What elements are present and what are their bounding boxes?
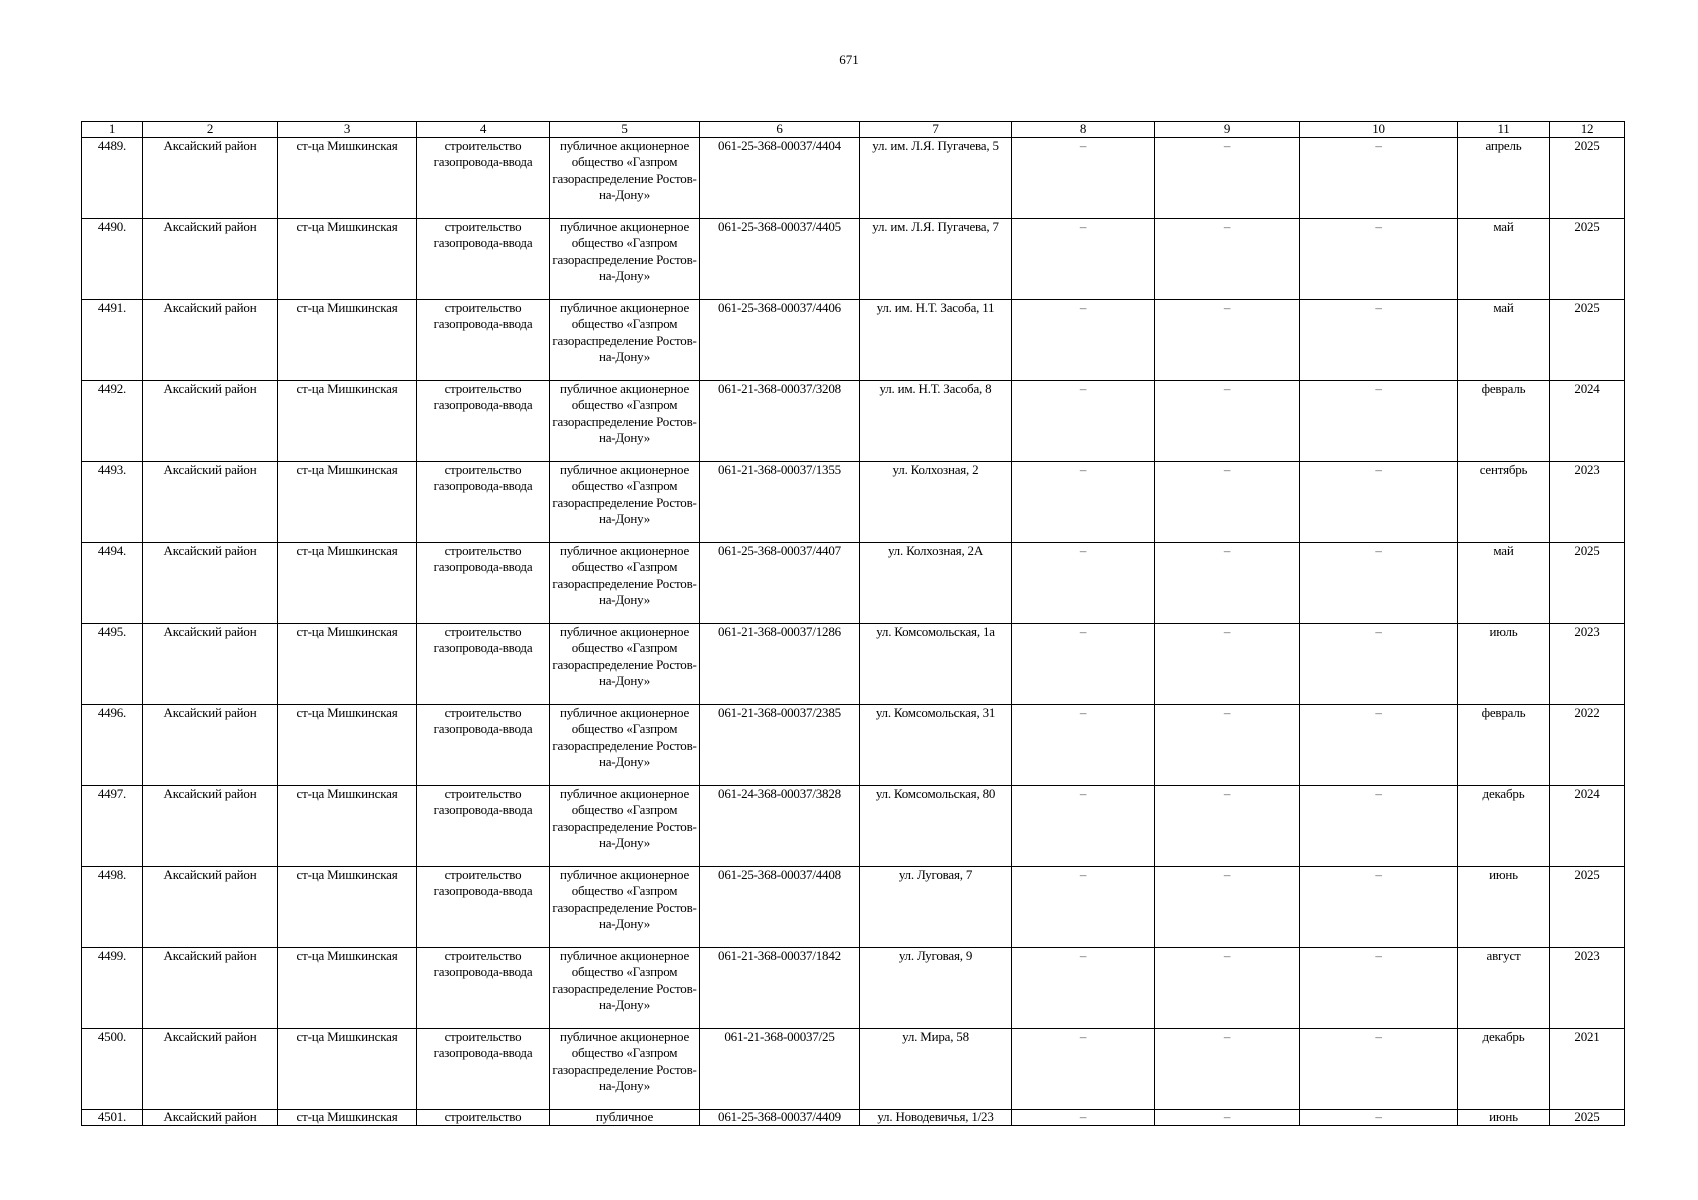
col10-cell: –: [1300, 219, 1458, 300]
year-cell: 2025: [1550, 219, 1625, 300]
col9-cell: –: [1155, 219, 1300, 300]
col8-cell: –: [1012, 462, 1155, 543]
locality-cell: ст-ца Мишкинская: [278, 300, 417, 381]
work-type-cell: строительство: [417, 1110, 550, 1126]
col8-cell: –: [1012, 705, 1155, 786]
address-cell: ул. Комсомольская, 31: [860, 705, 1012, 786]
header-row: [82, 122, 1625, 138]
organization-cell: публичное акционерное общество «Газпром газораспределение Ростов-на-Дону»: [550, 300, 700, 381]
row-number: 4489.: [82, 138, 143, 219]
column-header: 11: [1458, 122, 1550, 138]
address-cell: ул. Колхозная, 2: [860, 462, 1012, 543]
registry-code-cell: 061-24-368-00037/3828: [700, 786, 860, 867]
month-cell: декабрь: [1458, 1029, 1550, 1110]
locality-cell: ст-ца Мишкинская: [278, 624, 417, 705]
work-type-cell: строительство газопровода-ввода: [417, 867, 550, 948]
col9-cell: –: [1155, 786, 1300, 867]
address-cell: ул. им. Л.Я. Пугачева, 7: [860, 219, 1012, 300]
month-cell: май: [1458, 543, 1550, 624]
col10-cell: –: [1300, 381, 1458, 462]
month-cell: июнь: [1458, 867, 1550, 948]
col8-cell: –: [1012, 219, 1155, 300]
col10-cell: –: [1300, 1110, 1458, 1126]
column-header: 7: [860, 122, 1012, 138]
gas-pipeline-registry-table: [81, 121, 1625, 1126]
row-number: 4496.: [82, 705, 143, 786]
address-cell: ул. Луговая, 7: [860, 867, 1012, 948]
table-row: [82, 1029, 1625, 1110]
district-cell: Аксайский район: [143, 1110, 278, 1126]
col8-cell: –: [1012, 138, 1155, 219]
month-cell: апрель: [1458, 138, 1550, 219]
table-row: [82, 705, 1625, 786]
address-cell: ул. Колхозная, 2А: [860, 543, 1012, 624]
col9-cell: –: [1155, 867, 1300, 948]
work-type-cell: строительство газопровода-ввода: [417, 786, 550, 867]
col9-cell: –: [1155, 543, 1300, 624]
month-cell: август: [1458, 948, 1550, 1029]
locality-cell: ст-ца Мишкинская: [278, 867, 417, 948]
district-cell: Аксайский район: [143, 705, 278, 786]
row-number: 4500.: [82, 1029, 143, 1110]
column-header: 12: [1550, 122, 1625, 138]
organization-cell: публичное акционерное общество «Газпром газораспределение Ростов-на-Дону»: [550, 624, 700, 705]
table-row: [82, 138, 1625, 219]
row-number: 4493.: [82, 462, 143, 543]
organization-cell: публичное: [550, 1110, 700, 1126]
work-type-cell: строительство газопровода-ввода: [417, 381, 550, 462]
address-cell: ул. им. Л.Я. Пугачева, 5: [860, 138, 1012, 219]
address-cell: ул. Комсомольская, 1а: [860, 624, 1012, 705]
col8-cell: –: [1012, 1110, 1155, 1126]
row-number: 4498.: [82, 867, 143, 948]
col10-cell: –: [1300, 867, 1458, 948]
registry-code-cell: 061-25-368-00037/4404: [700, 138, 860, 219]
locality-cell: ст-ца Мишкинская: [278, 705, 417, 786]
year-cell: 2021: [1550, 1029, 1625, 1110]
year-cell: 2025: [1550, 1110, 1625, 1126]
work-type-cell: строительство газопровода-ввода: [417, 543, 550, 624]
table-row: [82, 462, 1625, 543]
column-header: 2: [143, 122, 278, 138]
district-cell: Аксайский район: [143, 300, 278, 381]
column-header: 8: [1012, 122, 1155, 138]
col8-cell: –: [1012, 300, 1155, 381]
col9-cell: –: [1155, 300, 1300, 381]
organization-cell: публичное акционерное общество «Газпром газораспределение Ростов-на-Дону»: [550, 462, 700, 543]
locality-cell: ст-ца Мишкинская: [278, 1029, 417, 1110]
year-cell: 2025: [1550, 300, 1625, 381]
work-type-cell: строительство газопровода-ввода: [417, 300, 550, 381]
table-row: [82, 219, 1625, 300]
year-cell: 2023: [1550, 624, 1625, 705]
table-row: [82, 786, 1625, 867]
locality-cell: ст-ца Мишкинская: [278, 138, 417, 219]
month-cell: февраль: [1458, 705, 1550, 786]
address-cell: ул. Комсомольская, 80: [860, 786, 1012, 867]
col10-cell: –: [1300, 705, 1458, 786]
registry-code-cell: 061-21-368-00037/1355: [700, 462, 860, 543]
registry-code-cell: 061-21-368-00037/1842: [700, 948, 860, 1029]
column-header: 10: [1300, 122, 1458, 138]
month-cell: декабрь: [1458, 786, 1550, 867]
registry-code-cell: 061-21-368-00037/3208: [700, 381, 860, 462]
table-row: [82, 543, 1625, 624]
month-cell: февраль: [1458, 381, 1550, 462]
organization-cell: публичное акционерное общество «Газпром газораспределение Ростов-на-Дону»: [550, 381, 700, 462]
year-cell: 2022: [1550, 705, 1625, 786]
district-cell: Аксайский район: [143, 867, 278, 948]
row-number: 4490.: [82, 219, 143, 300]
col10-cell: –: [1300, 624, 1458, 705]
registry-code-cell: 061-25-368-00037/4406: [700, 300, 860, 381]
address-cell: ул. Мира, 58: [860, 1029, 1012, 1110]
col9-cell: –: [1155, 624, 1300, 705]
month-cell: июль: [1458, 624, 1550, 705]
locality-cell: ст-ца Мишкинская: [278, 219, 417, 300]
locality-cell: ст-ца Мишкинская: [278, 462, 417, 543]
address-cell: ул. Луговая, 9: [860, 948, 1012, 1029]
year-cell: 2023: [1550, 948, 1625, 1029]
work-type-cell: строительство газопровода-ввода: [417, 948, 550, 1029]
col9-cell: –: [1155, 138, 1300, 219]
col9-cell: –: [1155, 705, 1300, 786]
locality-cell: ст-ца Мишкинская: [278, 543, 417, 624]
year-cell: 2024: [1550, 381, 1625, 462]
col10-cell: –: [1300, 462, 1458, 543]
work-type-cell: строительство газопровода-ввода: [417, 1029, 550, 1110]
table-row: [82, 1110, 1625, 1126]
col8-cell: –: [1012, 786, 1155, 867]
district-cell: Аксайский район: [143, 543, 278, 624]
col8-cell: –: [1012, 867, 1155, 948]
col9-cell: –: [1155, 1029, 1300, 1110]
district-cell: Аксайский район: [143, 381, 278, 462]
month-cell: май: [1458, 300, 1550, 381]
table-row: [82, 381, 1625, 462]
col8-cell: –: [1012, 381, 1155, 462]
year-cell: 2024: [1550, 786, 1625, 867]
column-header: 4: [417, 122, 550, 138]
organization-cell: публичное акционерное общество «Газпром газораспределение Ростов-на-Дону»: [550, 138, 700, 219]
row-number: 4497.: [82, 786, 143, 867]
row-number: 4495.: [82, 624, 143, 705]
column-header: 3: [278, 122, 417, 138]
work-type-cell: строительство газопровода-ввода: [417, 705, 550, 786]
district-cell: Аксайский район: [143, 624, 278, 705]
column-header: 6: [700, 122, 860, 138]
year-cell: 2025: [1550, 543, 1625, 624]
month-cell: май: [1458, 219, 1550, 300]
locality-cell: ст-ца Мишкинская: [278, 1110, 417, 1126]
col8-cell: –: [1012, 1029, 1155, 1110]
col10-cell: –: [1300, 543, 1458, 624]
column-header: 9: [1155, 122, 1300, 138]
district-cell: Аксайский район: [143, 138, 278, 219]
registry-code-cell: 061-25-368-00037/4408: [700, 867, 860, 948]
registry-code-cell: 061-21-368-00037/1286: [700, 624, 860, 705]
month-cell: июнь: [1458, 1110, 1550, 1126]
table-row: [82, 867, 1625, 948]
organization-cell: публичное акционерное общество «Газпром газораспределение Ростов-на-Дону»: [550, 1029, 700, 1110]
locality-cell: ст-ца Мишкинская: [278, 786, 417, 867]
row-number: 4499.: [82, 948, 143, 1029]
col10-cell: –: [1300, 948, 1458, 1029]
col8-cell: –: [1012, 948, 1155, 1029]
col8-cell: –: [1012, 543, 1155, 624]
table-body: [82, 138, 1625, 1126]
month-cell: сентябрь: [1458, 462, 1550, 543]
col9-cell: –: [1155, 462, 1300, 543]
address-cell: ул. им. Н.Т. Засоба, 8: [860, 381, 1012, 462]
table-row: [82, 948, 1625, 1029]
work-type-cell: строительство газопровода-ввода: [417, 138, 550, 219]
address-cell: ул. им. Н.Т. Засоба, 11: [860, 300, 1012, 381]
row-number: 4491.: [82, 300, 143, 381]
col9-cell: –: [1155, 381, 1300, 462]
organization-cell: публичное акционерное общество «Газпром газораспределение Ростов-на-Дону»: [550, 867, 700, 948]
table-row: [82, 624, 1625, 705]
district-cell: Аксайский район: [143, 786, 278, 867]
col10-cell: –: [1300, 300, 1458, 381]
work-type-cell: строительство газопровода-ввода: [417, 624, 550, 705]
col10-cell: –: [1300, 1029, 1458, 1110]
registry-code-cell: 061-21-368-00037/2385: [700, 705, 860, 786]
column-header: 5: [550, 122, 700, 138]
column-header: 1: [82, 122, 143, 138]
organization-cell: публичное акционерное общество «Газпром газораспределение Ростов-на-Дону»: [550, 786, 700, 867]
work-type-cell: строительство газопровода-ввода: [417, 219, 550, 300]
organization-cell: публичное акционерное общество «Газпром газораспределение Ростов-на-Дону»: [550, 543, 700, 624]
year-cell: 2023: [1550, 462, 1625, 543]
work-type-cell: строительство газопровода-ввода: [417, 462, 550, 543]
row-number: 4492.: [82, 381, 143, 462]
organization-cell: публичное акционерное общество «Газпром газораспределение Ростов-на-Дону»: [550, 948, 700, 1029]
address-cell: ул. Новодевичья, 1/23: [860, 1110, 1012, 1126]
row-number: 4501.: [82, 1110, 143, 1126]
col9-cell: –: [1155, 948, 1300, 1029]
locality-cell: ст-ца Мишкинская: [278, 948, 417, 1029]
organization-cell: публичное акционерное общество «Газпром газораспределение Ростов-на-Дону»: [550, 705, 700, 786]
registry-code-cell: 061-25-368-00037/4409: [700, 1110, 860, 1126]
district-cell: Аксайский район: [143, 948, 278, 1029]
year-cell: 2025: [1550, 138, 1625, 219]
locality-cell: ст-ца Мишкинская: [278, 381, 417, 462]
registry-code-cell: 061-21-368-00037/25: [700, 1029, 860, 1110]
page-number: 671: [839, 52, 859, 67]
row-number: 4494.: [82, 543, 143, 624]
col10-cell: –: [1300, 786, 1458, 867]
registry-code-cell: 061-25-368-00037/4405: [700, 219, 860, 300]
year-cell: 2025: [1550, 867, 1625, 948]
organization-cell: публичное акционерное общество «Газпром газораспределение Ростов-на-Дону»: [550, 219, 700, 300]
col9-cell: –: [1155, 1110, 1300, 1126]
registry-code-cell: 061-25-368-00037/4407: [700, 543, 860, 624]
district-cell: Аксайский район: [143, 1029, 278, 1110]
table-row: [82, 300, 1625, 381]
district-cell: Аксайский район: [143, 462, 278, 543]
col10-cell: –: [1300, 138, 1458, 219]
district-cell: Аксайский район: [143, 219, 278, 300]
col8-cell: –: [1012, 624, 1155, 705]
